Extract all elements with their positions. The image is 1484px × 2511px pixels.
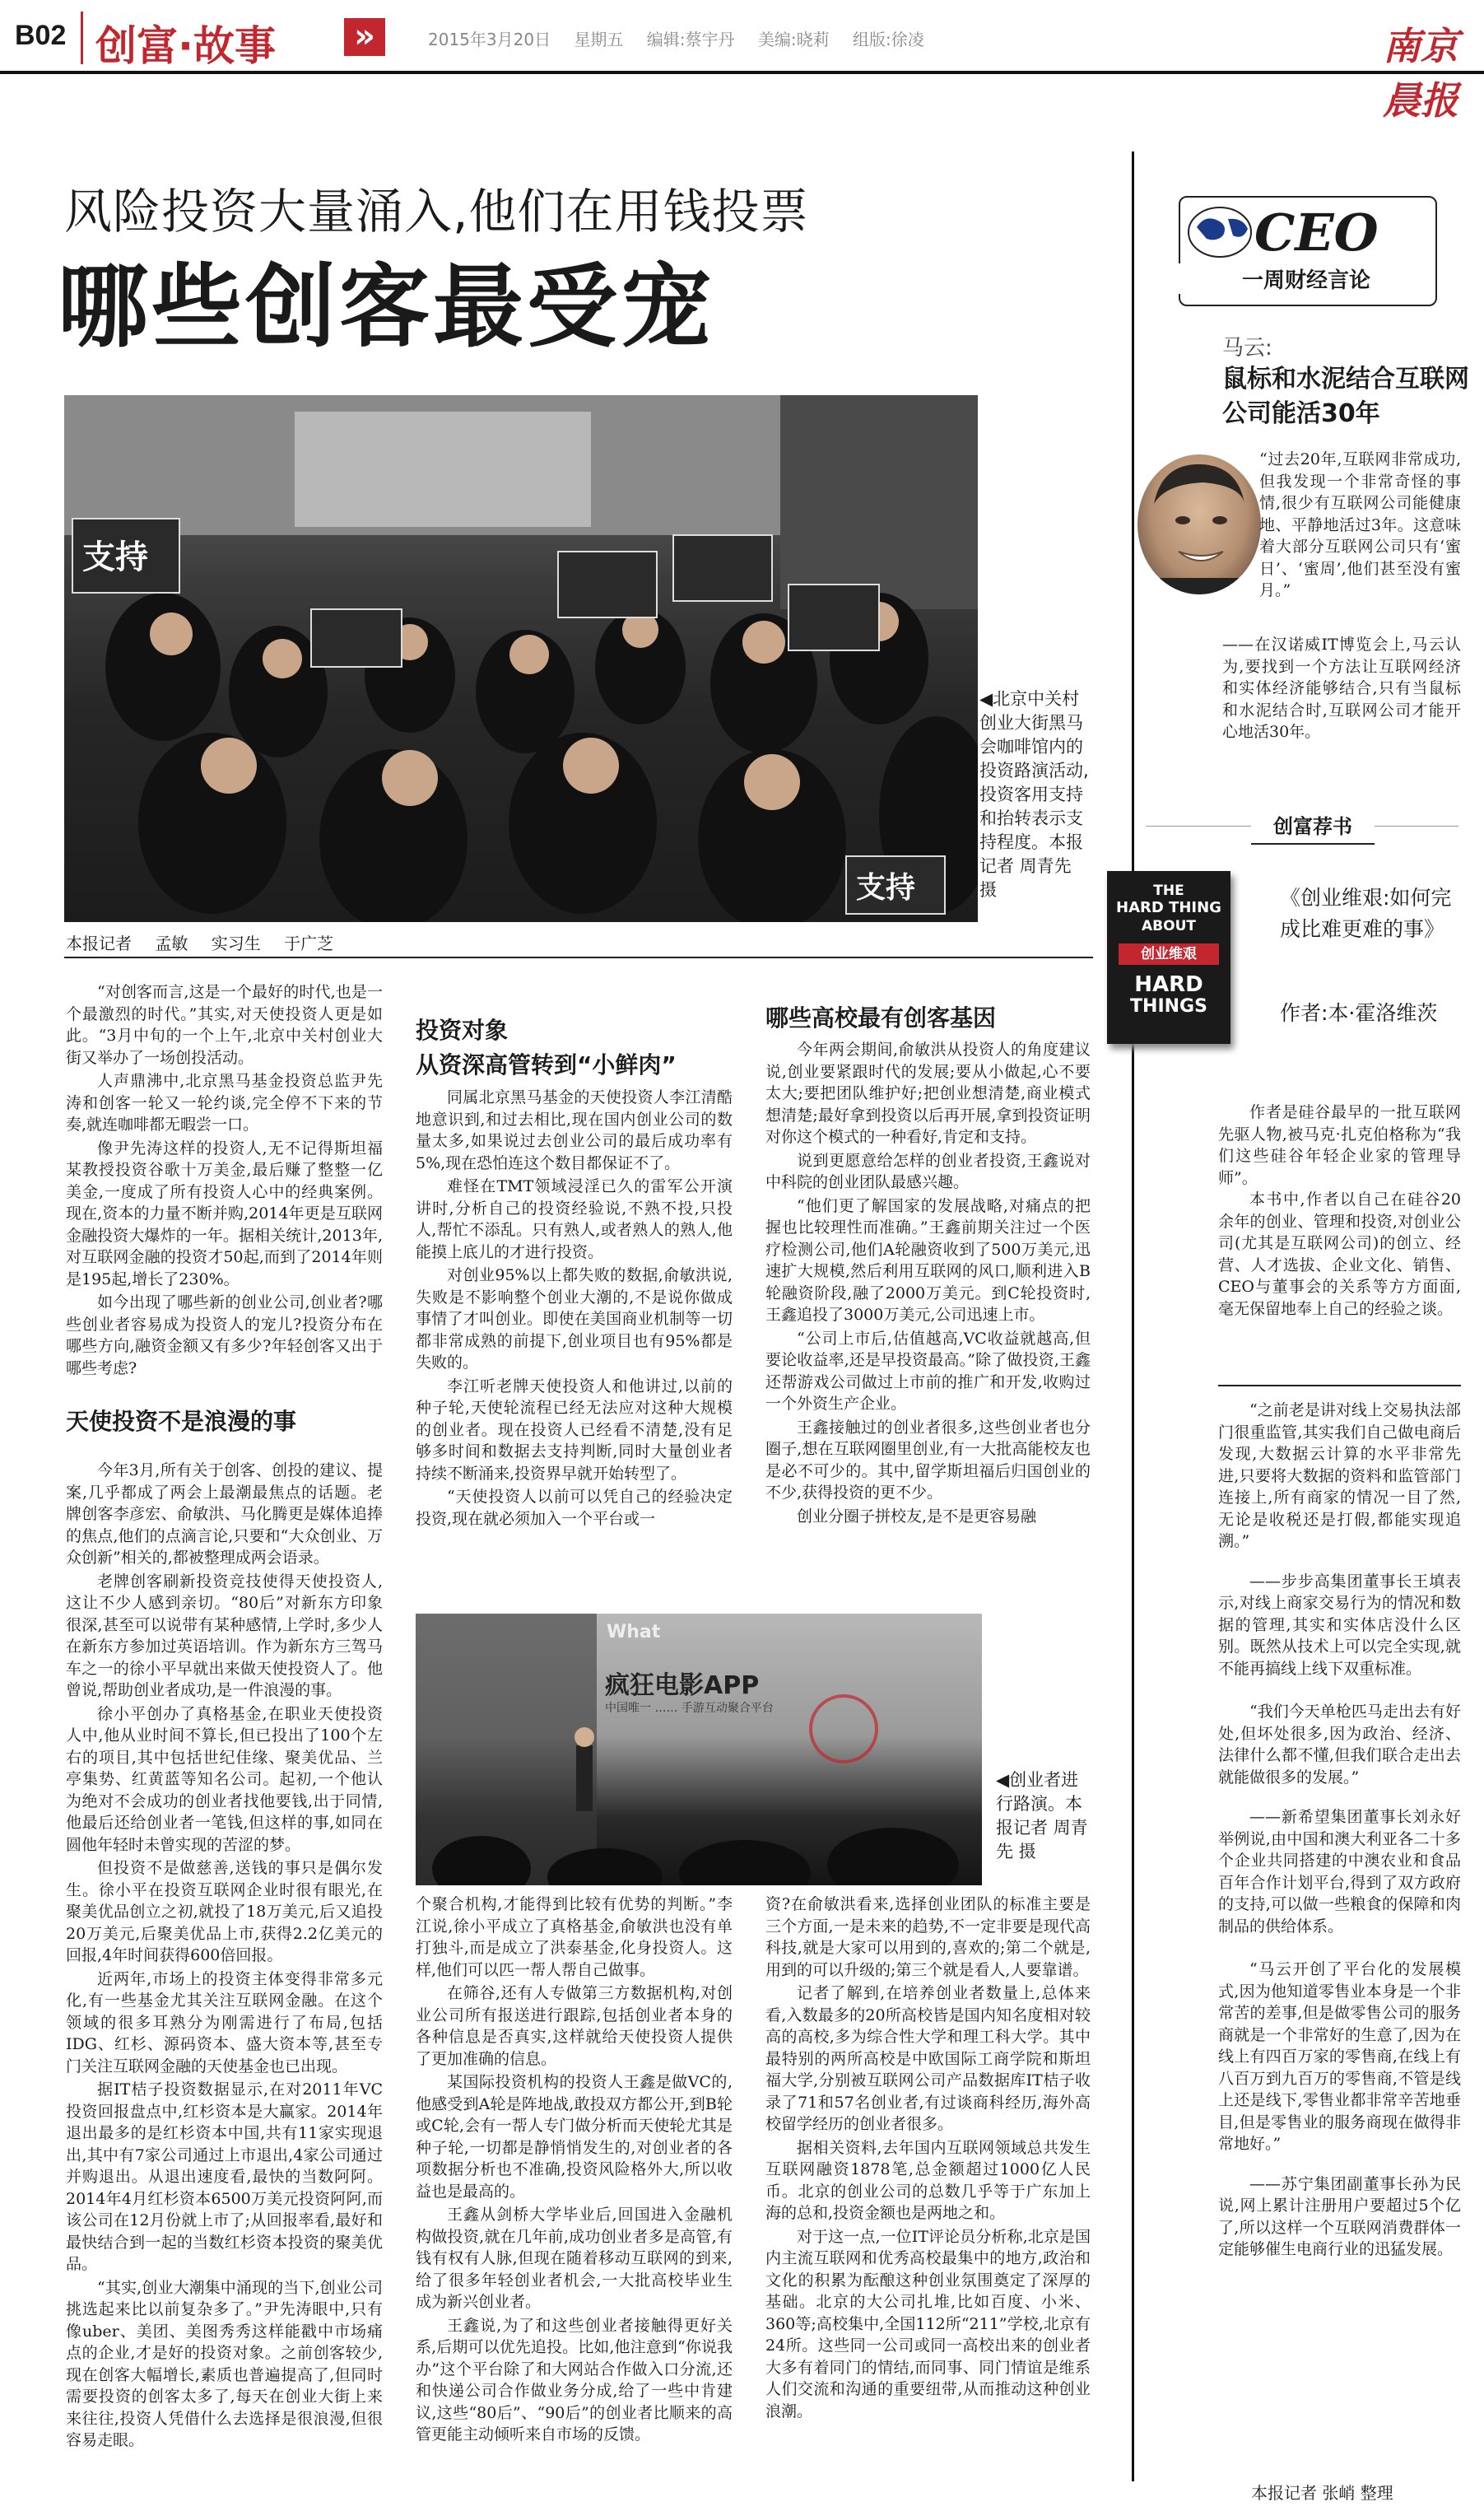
paragraph: “对创客而言,这是一个最好的时代,也是一个最激烈的时代。”其实,对天使投资人更是如此。“3月中旬的一个上午,北京中关村创业大街又举办了一场创投活动。 [66,983,383,1067]
paragraph: 资?在俞敏洪看来,选择创业团队的标准主要是三个方面,一是未来的趋势,不一定非要是现代高科技,就是大家可以用到的,喜欢的;第二个就是,用到的可以升级的;第三个就是看人,人要靠谱。 [765,1895,1091,1979]
quote-text: “我们今天单枪匹马走出去有好处,但坏处很多,因为政治、经济、法律什么都不懂,但我们联合走出去就能做很多的发展。” [1218,1703,1461,1787]
paragraph: 同属北京黑马基金的天使投资人李江清酷地意识到,和过去相比,现在国内创业公司的数量太多,如果说过去创业公司的最后成功率有5%,现在恐怕连这个数目都保证不了。 [416,1088,733,1172]
paragraph: 人声鼎沸中,北京黑马基金投资总监尹先涛和创客一轮又一轮约谈,完全停不下来的节奏,就连咖啡都无暇尝一口。 [66,1072,383,1134]
quote-source: ——苏宁集团副董事长孙为民说,网上累计注册用户要超过5个亿了,所以这样一个互联网消费群体一定能够催生电商行业的迅猛发展。 [1218,2174,1461,2258]
book-title: 《创业维艰:如何完成比难更难的事》 [1280,886,1452,941]
issue-date: 2015年3月20日 [428,30,551,49]
inset-screen-subtitle: 中国唯一 …… 手游互动聚合平台 [605,1702,774,1715]
section-title: 创富·故事 [95,22,276,70]
byline-name-2: 于广芝 [284,934,334,953]
quote-text: “之前老是讲对线上交易执法部门很重监管,其实我们自己做电商后发现,大数据云计算的水平非常先进,只要将大数据的资料和监管部门连接上,所有商家的情况一目了然,无论是收税还是打假,都能实现追溯。” [1218,1401,1461,1550]
book-cover-line: HARD THING [1116,899,1221,916]
editor: 编辑:蔡宇丹 [646,30,735,49]
book-section-heading: 创富荐书 [1251,810,1375,845]
paragraph: 作者是硅谷最早的一批互联网先驱人物,被马克·扎克伯格称为“我们这些硅谷年轻企业家的管理导师”。 [1218,1103,1461,1187]
article-column-1 [66,981,383,2488]
book-cover-line: THE [1153,883,1184,899]
paragraph: 记者了解到,在培养创业者数量上,总体来看,入数最多的20所高校皆是国内知名度相对较高的高校,多为综合性大学和理工科大学。其中最特别的两所高校是中欧国际工商学院和斯坦福大学,分别被互联网公司产品数据库IT桔子收录了71和57名创业者,有过谈商科经历,海外高校留学经历的创业者很多。 [765,1984,1091,2133]
sidebar-divider [1132,151,1134,2481]
byline-rule [64,957,1093,958]
book-cover-line: ABOUT [1142,918,1196,934]
subheading-angel: 天使投资不是浪漫的事 [66,1408,297,1435]
paragraph: “其实,创业大潮集中涌现的当下,创业公司挑选起来比以前复杂多了。”尹先涛眼中,只有像uber、美团、美图秀秀这样能戳中市场痛点的企业,才是好的投资对象。之前创客较少,现在创客大幅增长,素质也普遍提高了,但同时需要投资的创客太多了,每天在创业大街上来来往往,投资人凭借什么去选择是很浪漫,但很容易走眼。 [66,2278,383,2449]
article-byline [66,930,351,954]
paragraph: “公司上市后,估值越高,VC收益就越高,但要论收益率,还是早投资最高。”除了做投资,王鑫还帮游戏公司做过上市前的推广和开发,收购过一个外资生产企业。 [765,1329,1091,1413]
byline-name-1: 孟敏 [155,934,188,953]
paragraph: 但投资不是做慈善,送钱的事只是偶尔发生。徐小平在投资互联网企业时很有眼光,在聚美优品创立之初,就投了18万美元,后又追投20万美元,后聚美优品上市,获得2.2亿美元的回报,4年时间获得600倍回报。 [66,1859,383,1964]
paragraph: 对创业95%以上都失败的数据,俞敏洪说,失败是不影响整个创业大潮的,不是说你做成事情了才叫创业。即使在美国商业机制等一切都非常成熟的前提下,创业项目也有95%都是失败的。 [416,1266,733,1372]
globe-icon [1185,203,1259,260]
inset-screen-title: 疯狂电影APP [605,1671,760,1700]
double-chevron-icon: » [344,18,385,56]
quote-source: ——新希望集团董事长刘永好举例说,由中国和澳大利亚各二十多个企业共同搭建的中澳农业和食品百年合作计划平台,得到了双方政府的支持,可以做一些粮食的保障和肉制品的供给体系。 [1218,1808,1461,1936]
paragraph: 据相关资料,去年国内互联网领域总共发生互联网融资1878笔,总金额超过1000亿人民币。北京的创业公司的总数几乎等于广东加上海的总和,投资金额也是两地之和。 [765,2138,1091,2222]
ceo-column-logo [1179,196,1437,306]
paragraph: 难怪在TMT领域浸淫已久的雷军公开演讲时,分析自己的投资经验说,不熟不投,只投人,帮忙不添乱。只有熟人,或者熟人的熟人,他能摸上底儿的才进行投资。 [416,1177,733,1261]
paragraph: 在筛谷,还有人专做第三方数据机构,对创业公司所有报送进行跟踪,包括创业者本身的各种信息是否真实,这样就给天使投资人提供了更加准确的信息。 [416,1984,733,2068]
paragraph: 李江听老牌天使投资人和他讲过,以前的种子轮,天使轮流程已经无法应对这种大规模的创业者。现在投资人已经看不清楚,没有足够多时间和数据去支持判断,同时大量创业者持续不断涌来,投资界早就开始转型了。 [416,1377,733,1483]
subheading-universities: 哪些高校最有创客基因 [765,1004,997,1032]
ceo-logo-text: CEO [1254,203,1379,263]
paragraph: 创业分圈子拼校友,是不是更容易融 [797,1507,1037,1526]
page-code: B02 [15,20,67,51]
article-kicker: 风险投资大量涌入,他们在用钱投票 [64,184,809,240]
byline-role-2: 实习生 [211,934,261,953]
paragraph: 说到更愿意给怎样的创业者投资,王鑫说对中科院的创业团队最感兴趣。 [765,1151,1091,1191]
paragraph: 今年3月,所有关于创客、创投的建议、提案,几乎都成了两会上最潮最焦点的话题。老牌创客李彦宏、俞敏洪、马化腾更是媒体追捧的焦点,他们的点滴言论,只要和“大众创业、万众创新”相关的,都被整理成两会语录。 [66,1461,383,1567]
quote-source: ——步步高集团董事长王填表示,对线上商家交易行为的情况和数据的管理,其实和实体店没什么区别。既然从技术上可以完全实现,就不能再搞线上线下双重标准。 [1218,1572,1461,1678]
ceo-person: 马云: [1222,336,1272,361]
paragraph: 对于这一点,一位IT评论员分析称,北京是国内主流互联网和优秀高校最集中的地方,政治和文化的积累为酝酿这种创业氛围奠定了深厚的基础。北京的大公司扎堆,比如百度、小米、360等;高校集中,全国112所“211”学校,北京有24所。这些同一公司或同一高校出来的创业者大多有着同门的情结,而同事、同门情谊是维系人们交流和沟通的重要纽带,从而推动这种创业浪潮。 [765,2227,1091,2420]
ceo-portrait [1137,454,1261,594]
paragraph: 如今出现了哪些新的创业公司,创业者?哪些创业者容易成为投资人的宠儿?投资分布在哪些方向,融资金额又有多少?年轻创客又出于哪些考虑? [66,1293,383,1377]
photo-sign-left: 支持 [82,538,148,576]
paragraph: 据IT桔子投资数据显示,在对2011年VC投资回报盘点中,红杉资本是大赢家。2014年退出最多的是红杉资本中国,共有11家实现退出,其中有7家公司通过上市退出,4家公司通过并购退出。从退出速度看,最快的当数阿阿。2014年4月红杉资本6500万美元投资阿阿,而该公司在12月份就上市了;从回报率看,最好和最快结合到一起的当数红杉资本投资的聚美优品。 [66,2080,383,2273]
layout-editor: 组版:徐凌 [853,30,924,49]
issue-meta [428,26,942,50]
sidebar-quotes [1218,1400,1461,2282]
article-column-3-lower [765,1894,1091,2495]
paragraph: 本书中,作者以自己在硅谷20余年的创业、管理和投资,对创业公司(尤其是互联网公司)的创立、经营、人才选拔、企业文化、销售、CEO与董事会的关系等方方面面,毫无保留地奉上自己的经验之谈。 [1218,1190,1461,1318]
roadshow-photo [416,1614,982,1885]
paragraph: “天使投资人以前可以凭自己的经验决定投资,现在就必须加入一个平台或一 [416,1488,733,1528]
paragraph: 徐小平创办了真格基金,在职业天使投资人中,他从业时间不算长,但已投出了100个左右的项目,其中包括世纪佳缘、聚美优品、兰亭集势、红黄蓝等知名公司。起初,一个他认为绝对不会成功的创业者找他要钱,出于同情,他最后还给创业者一笔钱,但这样的事,如同在圆他年轻时未曾实现的苦涩的梦。 [66,1704,383,1854]
main-photo-caption: ◀北京中关村创业大街黑马会咖啡馆内的投资路演活动,投资客用支持和抬转表示支持程度。本报记者 周青先 摄 [979,689,1089,900]
art-editor: 美编:晓莉 [757,30,830,49]
paragraph: 某国际投资机构的投资人王鑫是做VC的,他感受到A轮是阵地战,敢投双方都公开,到B轮或C轮,会有一帮人专门做分析而天使轮尤其是种子轮,一切都是静悄悄发生的,对创业者的各项数据分析也不准确,投资风险格外大,所以收益也是最高的。 [416,2073,733,2201]
subheading-targets-2: 从资深高管转到“小鲜肉” [416,1051,677,1078]
subheading-targets: 投资对象 [416,1017,509,1044]
ceo-quote-source: ——在汉诺威IT博览会上,马云认为,要找到一个方法让互联网经济和实体经济能够结合,只有当鼠标和水泥结合时,互联网公司才能开心地活30年。 [1222,636,1461,741]
book-cover-line: HARD [1134,972,1203,997]
book-cover [1107,871,1230,1044]
ceo-column-label: 一周财经言论 [1179,263,1434,294]
paragraph: 王鑫从剑桥大学毕业后,回国进入金融机构做投资,就在几年前,成功创业者多是高管,有钱有权有人脉,但现在随着移动互联网的到来,给了很多年轻创业者机会,一大批高校毕业生成为新兴创业者。 [416,2206,733,2311]
header-rule [0,71,1484,74]
book-author: 作者:本·霍洛维茨 [1280,1001,1438,1025]
byline-role-1: 本报记者 [66,934,132,953]
ceo-quote: “过去20年,互联网非常成功,但我发现一个非常奇怪的事情,很少有互联网公司能健康地、平静地活过3年。这意味着大部分互联网公司只有‘蜜日’、‘蜜周’,他们甚至没有蜜月。” [1259,450,1461,599]
roadshow-photo-caption: ◀创业者进行路演。本报记者 周青先 摄 [996,1770,1088,1861]
photo-sign-right: 支持 [856,871,916,905]
paragraph: “他们更了解国家的发展战略,对痛点的把握也比较理性而准确。”王鑫前期关注过一个医疗检测公司,他们A轮融资收到了500万美元,迅速扩大规模,然后利用互联网的风口,顺利进入B轮融资阶段,融了2000万美元。到C轮投资时,王鑫追投了3000万美元,公司迅速上市。 [765,1196,1091,1324]
paragraph: 近两年,市场上的投资主体变得非常多元化,有一些基金尤其关注互联网金融。在这个领域的很多耳熟分为刚需进行了布局,包括IDG、红杉、源码资本、盛大资本等,甚至专门关注互联网金融的天使基金也已出现。 [66,1969,383,2075]
book-cover-line: 创业维艰 [1119,943,1219,965]
main-photo [64,395,978,922]
header-divider [81,12,83,64]
newspaper-logo: 南京晨报 [1383,24,1458,123]
article-title: 哪些创客最受宠 [58,254,714,360]
paragraph: 个聚合机构,才能得到比较有优势的判断。”李江说,徐小平成立了真格基金,俞敏洪也没有单打独斗,而是成立了洪泰基金,化身投资人。这样,他们可以匹一帮人帮自己做事。 [416,1895,733,1979]
sidebar-rule [1218,1385,1461,1386]
inset-what-label: What [607,1622,661,1642]
article-column-2-lower [416,1894,733,2495]
paragraph: 老牌创客刷新投资竞技使得天使投资人,这让不少人感到亲切。“80后”对新东方印象很深,甚至可以说带有某种感情,上学时,多少人在新东方参加过英语培训。作为新东方三驾马车之一的徐小平早就出来做天使投资人了。他曾说,帮助创业者成功,是一件浪漫的事。 [66,1572,383,1699]
paragraph: 像尹先涛这样的投资人,无不记得斯坦福某教授投资谷歌十万美金,最后赚了整整一亿美金,一度成了所有投资人心中的经典案例。现在,资本的力量不断并购,2014年更是互联网金融投资大爆炸的一年。据相关统计,2013年,对互联网金融的投资才50起,而到了2014年则是195起,增长了230%。 [66,1139,383,1288]
paragraph: 王鑫说,为了和这些创业者接触得更好关系,后期可以优先追投。比如,他注意到“你说我办”这个平台除了和大网站合作做入口分流,还和快递公司合作做业务分成,给了一些中肯建议,这些“80后”、“90后”的创业者比顺来的高管更能主动倾听来自市场的反馈。 [416,2316,733,2443]
ceo-headline: 鼠标和水泥结合互联网公司能活30年 [1222,365,1469,428]
sidebar-byline: 本报记者 张峭 整理 [1251,2483,1393,2503]
book-review [1218,1102,1461,1320]
book-cover-line: THINGS [1130,996,1207,1017]
issue-weekday: 星期五 [574,30,624,49]
quote-text: “马云开创了平台化的发展模式,因为他知道零售业本身是一个非常苦的差事,但是做零售公司的服务商就是一个非常好的生意了,因为在线上有四百万家的零售商,在线上有八百万到九百万的零售商,不管是线上还是线下,零售业都非常辛苦地垂目,但是零售业的服务商现在做得非常地好。” [1218,1960,1461,2153]
paragraph: 今年两会期间,俞敏洪从投资人的角度建议说,创业要紧跟时代的发展;要从小做起,心不要太大;要把团队维护好;把创业想清楚,商业模式想清楚;最好拿到投资以后再开展,拿到投资证明对你这个模式的一种看好,肯定和支持。 [765,1041,1091,1146]
paragraph: 王鑫接触过的创业者很多,这些创业者也分圈子,想在互联网圈里创业,有一大批高能校友也是必不可少的。其中,留学斯坦福后归国创业的不少,获得投资的更不少。 [765,1418,1091,1502]
